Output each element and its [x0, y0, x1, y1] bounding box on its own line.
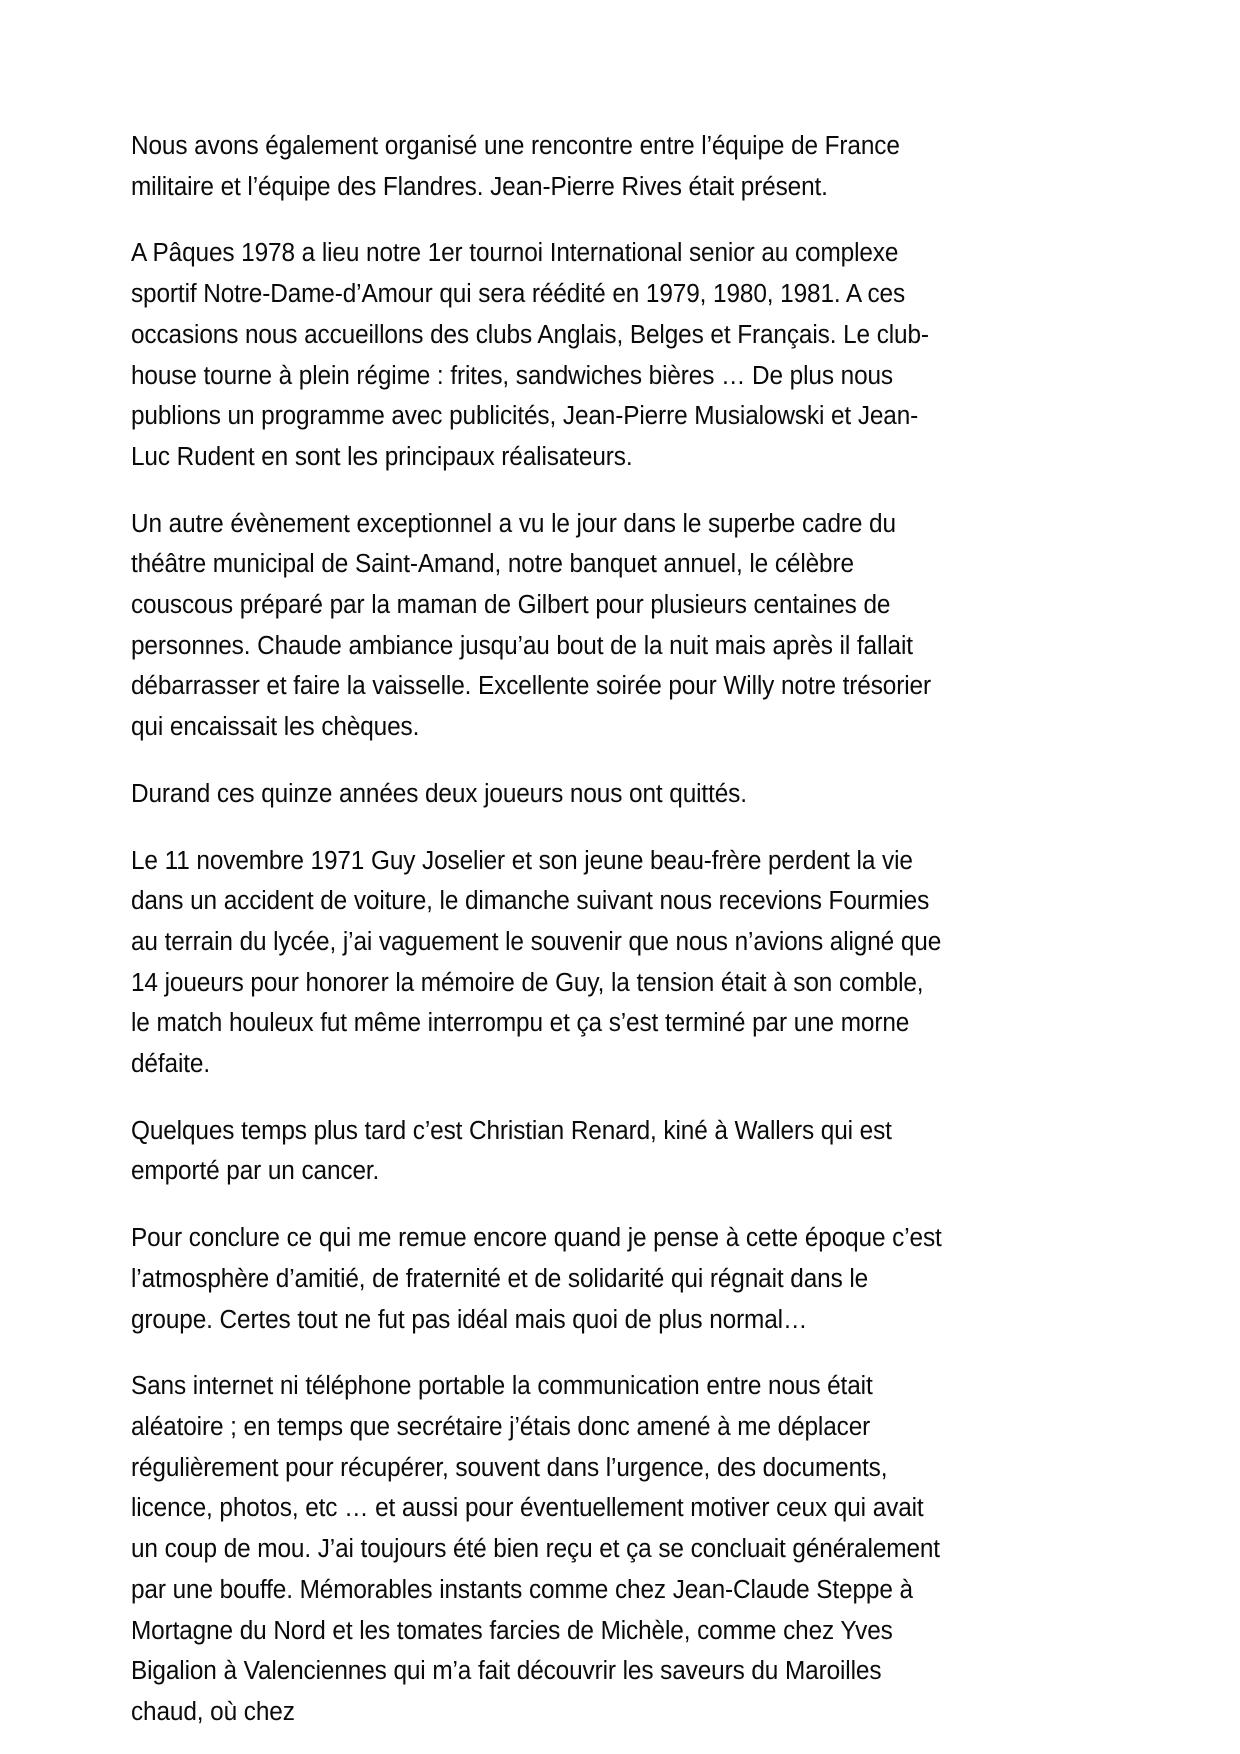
- paragraph: Le 11 novembre 1971 Guy Joselier et son jeune beau-frère perdent la vie dans un accident de voiture, le dimanche suivant nous recevions Fourmies au terrain du lycée, j’ai vaguement le souvenir que nous n’avions aligné que 14 joueurs pour honorer la mémoire de Guy, la tension était à son comble, le match houleux fut même interrompu et ça s’est terminé par une morne défaite.: [131, 846, 942, 1079]
- paragraph: Nous avons également organisé une rencontre entre l’équipe de France militaire et l’équipe des Flandres. Jean-Pierre Rives était présent.: [131, 132, 900, 201]
- document-text-column: [131, 126, 986, 1733]
- paragraph: Quelques temps plus tard c’est Christian Renard, kiné à Wallers qui est emporté par un cancer.: [131, 1116, 892, 1186]
- paragraph: A Pâques 1978 a lieu notre 1er tournoi International senior au complexe sportif Notre-Dame-d’Amour qui sera réédité en 1979, 1980, 1981. A ces occasions nous accueillons des clubs Anglais, Belges et Français. Le club-house tourne à plein régime : frites, sandwiches bières … De plus nous publions un programme avec publicités, Jean-Pierre Musialowski et Jean-Luc Rudent en sont les principaux réalisateurs.: [131, 239, 929, 471]
- paragraph: Pour conclure ce qui me remue encore quand je pense à cette époque c’est l’atmosphère d’amitié, de fraternité et de solidarité qui régnait dans le groupe. Certes tout ne fut pas idéal mais quoi de plus normal…: [131, 1224, 942, 1334]
- paragraph: Sans internet ni téléphone portable la communication entre nous était aléatoire ; en temps que secrétaire j’étais donc amené à me déplacer régulièrement pour récupérer, souvent dans l’urgence, des documents, licence, photos, etc … et aussi pour éventuellement motiver ceux qui avait un coup de mou. J’ai toujours été bien reçu et ça se concluait généralement par une bouffe. Mémorables instants comme chez Jean-Claude Steppe à Mortagne du Nord et les tomates farcies de Michèle, comme chez Yves Bigalion à Valenciennes qui m’a fait découvrir les saveurs du Maroilles chaud, où chez: [131, 1372, 940, 1726]
- paragraph: Durand ces quinze années deux joueurs nous ont quittés.: [131, 779, 747, 808]
- paragraph: Un autre évènement exceptionnel a vu le jour dans le superbe cadre du théâtre municipal de Saint-Amand, notre banquet annuel, le célèbre couscous préparé par la maman de Gilbert pour plusieurs centaines de personnes. Chaude ambiance jusqu’au bout de la nuit mais après il fallait débarrasser et faire la vaisselle. Excellente soirée pour Willy notre trésorier qui encaissait les chèques.: [131, 509, 931, 742]
